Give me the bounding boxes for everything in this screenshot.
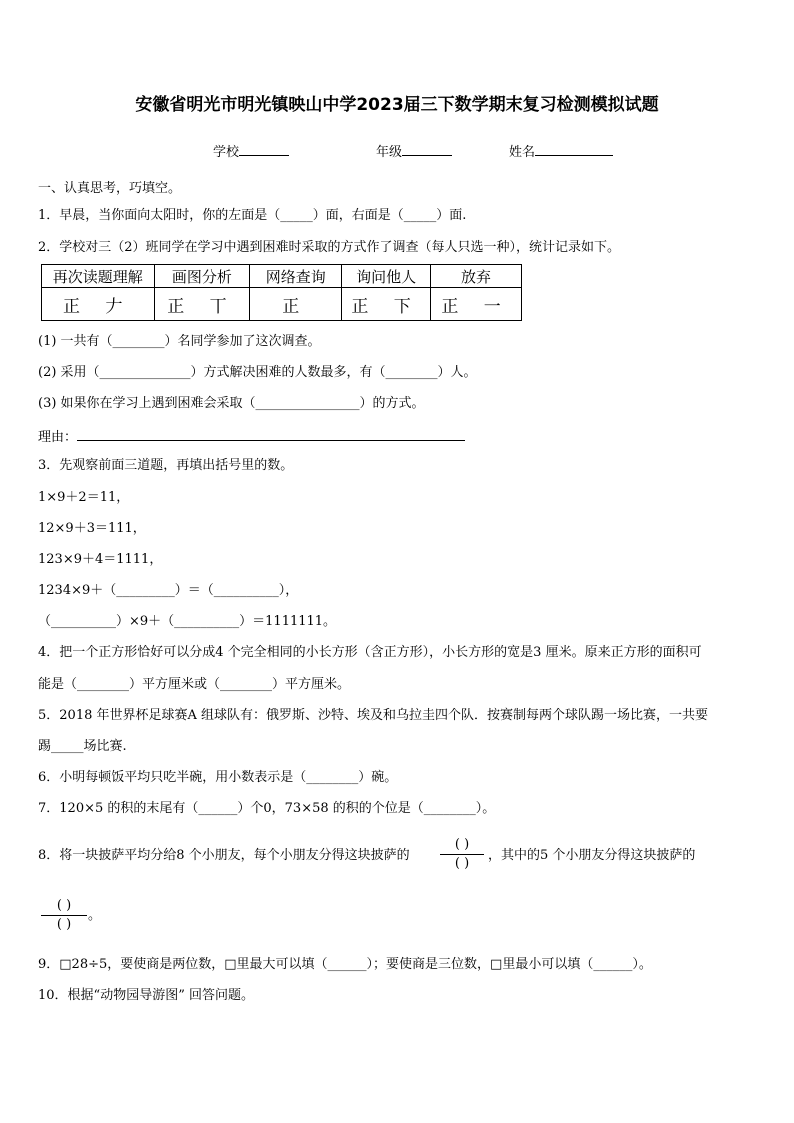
school-label: 学校 [213, 145, 240, 160]
reason-line [38, 427, 465, 446]
question-2: 2．学校对三（2）班同学在学习中遇到困难时采取的方式作了调查（每人只选一种），统计记录如下。 [38, 240, 621, 255]
question-7: 7．120×5 的积的末尾有（______）个0，73×58 的积的个位是（________）。 [38, 801, 496, 816]
equation-3: 123×9＋4＝1111， [38, 552, 163, 567]
question-4-line-1: 4．把一个正方形恰好可以分成4 个完全相同的小长方形（含正方形），小长方形的宽是3 厘米。原来正方形的面积可 [38, 645, 702, 660]
table-header-cell: 再次读题理解 [42, 265, 155, 288]
name-blank [535, 142, 613, 156]
question-5-line-2: 踢_____场比赛. [38, 739, 127, 754]
tally-cell: 正 丅 [154, 288, 250, 321]
table-header-cell: 画图分析 [154, 265, 250, 288]
tally-cell: 正 下 [342, 288, 431, 321]
question-4-line-2: 能是（________）平方厘米或（________）平方厘米。 [38, 677, 351, 692]
fraction-numerator: ( ) [454, 837, 470, 852]
question-5-line-1: 5．2018 年世界杯足球赛A 组球队有：俄罗斯、沙特、埃及和乌拉圭四个队．按赛制每两个球队踢一场比赛，一共要 [38, 708, 709, 723]
question-1: 1．早晨，当你面向太阳时，你的左面是（_____）面，右面是（_____）面. [38, 208, 467, 223]
table-header-cell: 询问他人 [342, 265, 431, 288]
school-field [213, 141, 289, 160]
grade-field [376, 141, 452, 160]
name-label: 姓名 [509, 145, 536, 160]
fraction-blank-2 [41, 897, 87, 934]
fraction-denominator: ( ) [454, 856, 470, 871]
school-blank [239, 142, 289, 156]
equation-4: 1234×9＋（_________）＝（__________）， [38, 583, 299, 598]
page-title: 安徽省明光市明光镇映山中学2023届三下数学期末复习检测模拟试题 [135, 95, 659, 115]
survey-table [41, 264, 522, 321]
fraction-numerator: ( ) [56, 898, 72, 913]
fraction-blank-1 [440, 836, 484, 873]
question-6: 6．小明每顿饭平均只吃半碗，用小数表示是（________）碗。 [38, 770, 398, 785]
reason-blank [77, 427, 465, 441]
tally-cell: 正 [250, 288, 342, 321]
grade-label: 年级 [376, 145, 403, 160]
question-8-part-2: ，其中的5 个小朋友分得这块披萨的 [488, 848, 696, 863]
table-header-row [42, 265, 522, 288]
table-header-cell: 放弃 [431, 265, 522, 288]
reason-label: 理由： [38, 430, 78, 445]
question-2-1: (1) 一共有（________）名同学参加了这次调查。 [38, 334, 321, 349]
section-heading: 一、认真思考，巧填空。 [38, 181, 182, 196]
fraction-denominator: ( ) [56, 917, 72, 932]
question-9: 9．□28÷5，要使商是两位数，□里最大可以填（______）；要使商是三位数，□里最小可以填（______）。 [38, 957, 652, 972]
grade-blank [402, 142, 452, 156]
question-8-part-1: 8．将一块披萨平均分给8 个小朋友，每个小朋友分得这块披萨的 [38, 848, 410, 863]
question-8-end: 。 [88, 908, 102, 923]
question-3: 3．先观察前面三道题，再填出括号里的数。 [38, 458, 294, 473]
name-field [509, 141, 613, 160]
question-2-3: (3) 如果你在学习上遇到困难会采取（________________）的方式。 [38, 396, 425, 411]
tally-cell: 正 一 [431, 288, 522, 321]
equation-5: （__________）×9＋（__________）＝1111111。 [38, 614, 337, 629]
question-10: 10．根据“动物园导游图” 回答问题。 [38, 988, 254, 1003]
equation-1: 1×9＋2＝11， [38, 490, 130, 505]
tally-cell: 正 𠂇 [42, 288, 155, 321]
table-header-cell: 网络查询 [250, 265, 342, 288]
question-2-2: (2) 采用（______________）方式解决困难的人数最多，有（________）人。 [38, 365, 477, 380]
equation-2: 12×9＋3＝111， [38, 521, 146, 536]
table-tally-row [42, 288, 522, 321]
